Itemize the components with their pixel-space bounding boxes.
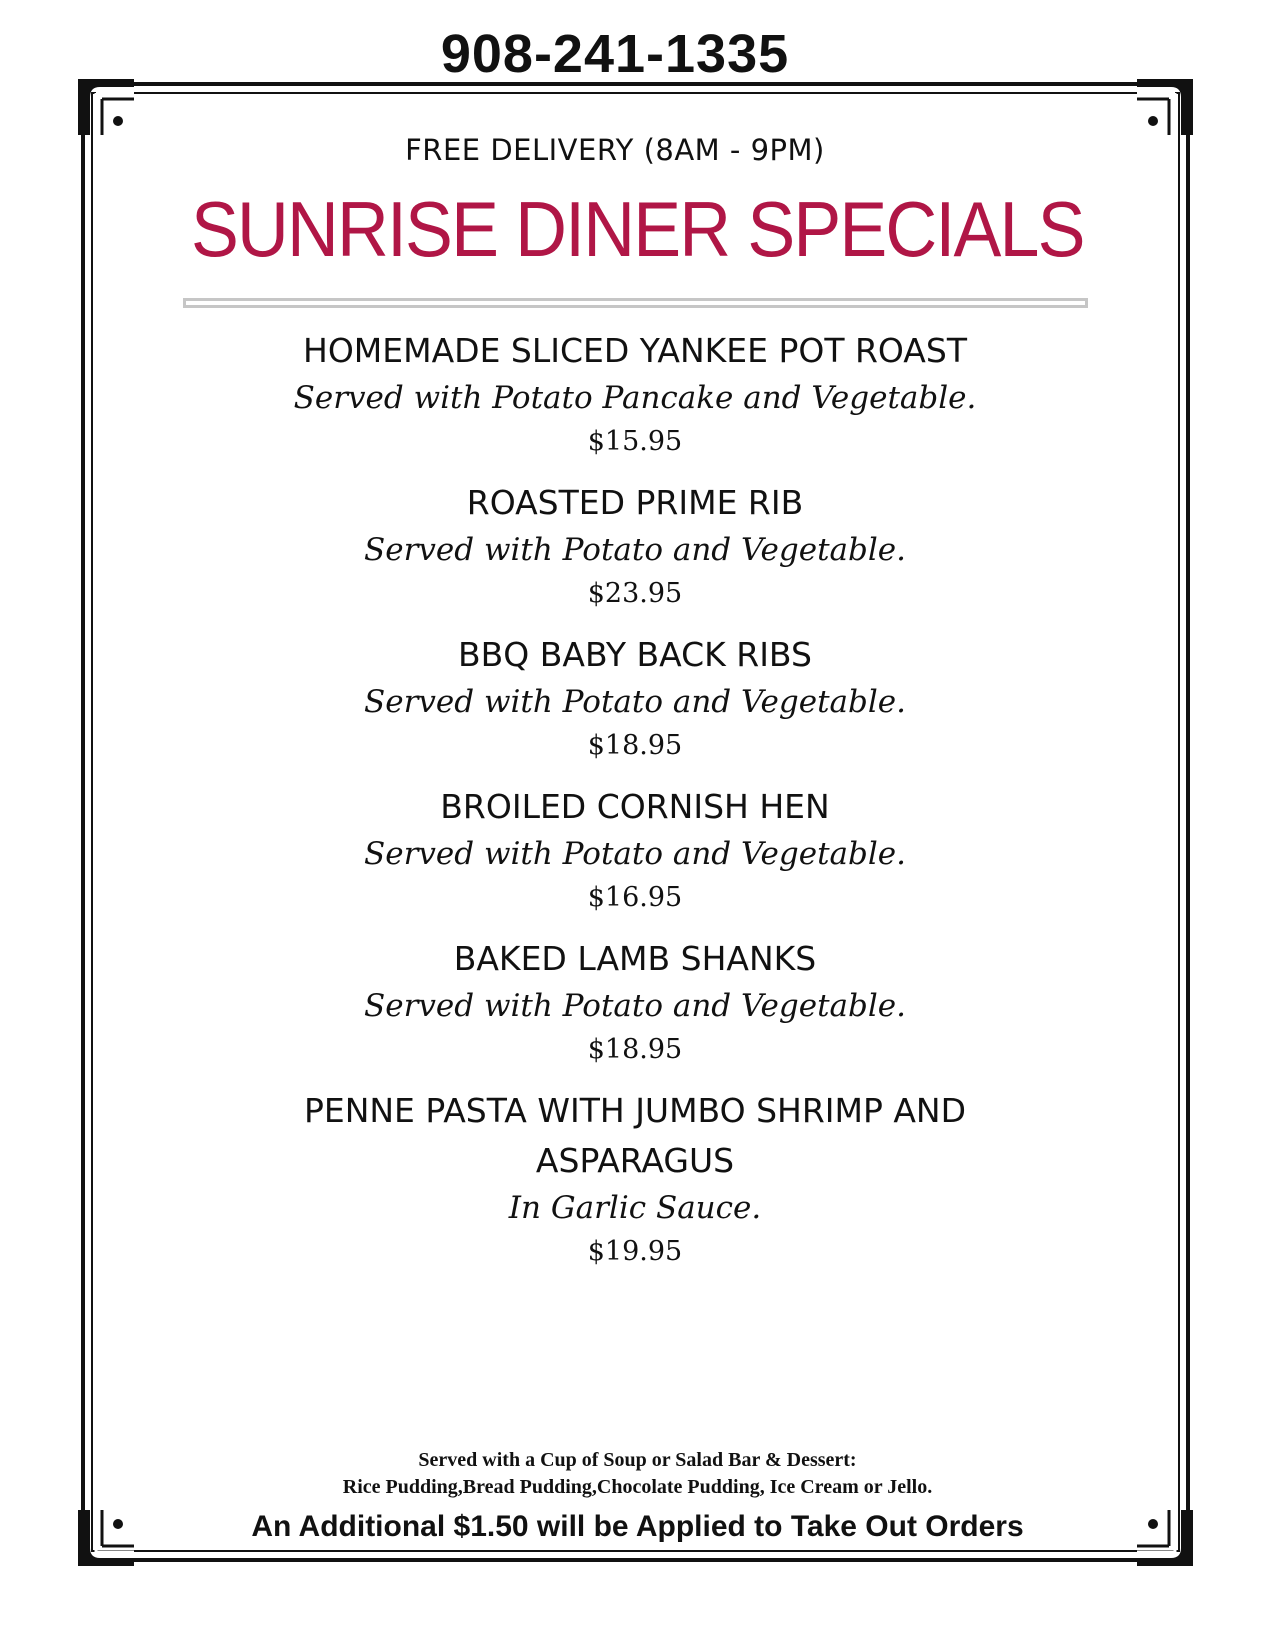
delivery-notice: FREE DELIVERY (8AM - 9PM) [405, 133, 825, 167]
menu-item [230, 326, 1040, 463]
dessert-options-line: Rice Pudding,Bread Pudding,Chocolate Pudding, Ice Cream or Jello. [342, 1476, 933, 1498]
menu-item-price: $18.95 [587, 730, 683, 761]
menu-item-name: HOMEMADE SLICED YANKEE POT ROAST [303, 331, 967, 370]
menu-item [230, 934, 1040, 1071]
menu-item [230, 1086, 1040, 1273]
menu-item-description: In Garlic Sauce. [508, 1190, 762, 1226]
menu-item-description: Served with Potato and Vegetable. [364, 988, 906, 1024]
ornamental-corner-icon [76, 77, 136, 137]
ornamental-corner-icon [1135, 77, 1195, 137]
menu-item [230, 782, 1040, 919]
menu-item-name: PENNE PASTA WITH JUMBO SHRIMP AND ASPARAGUS [303, 1091, 967, 1180]
takeout-surcharge-note: An Additional $1.50 will be Applied to Take Out Orders [251, 1510, 1024, 1543]
menu-item-name: ROASTED PRIME RIB [466, 483, 804, 522]
included-sides-note [0, 1447, 1275, 1501]
menu-item-price: $15.95 [587, 426, 683, 457]
menu-item-name: BAKED LAMB SHANKS [453, 939, 817, 978]
menu-item-price: $18.95 [587, 1034, 683, 1065]
menu-item-name: BROILED CORNISH HEN [440, 787, 830, 826]
included-sides-line: Served with a Cup of Soup or Salad Bar & Dessert: [418, 1449, 857, 1471]
title-divider [183, 298, 1088, 308]
menu-item-description: Served with Potato and Vegetable. [364, 836, 906, 872]
menu-item [230, 630, 1040, 767]
menu-item [230, 478, 1040, 615]
menu-item-price: $16.95 [587, 882, 683, 913]
menu-item-price: $23.95 [587, 578, 683, 609]
specials-list [230, 326, 1040, 1288]
menu-item-description: Served with Potato Pancake and Vegetable. [293, 380, 977, 416]
phone-number: 908-241-1335 [440, 24, 790, 84]
menu-item-price: $19.95 [587, 1236, 683, 1267]
page-title: SUNRISE DINER SPECIALS [190, 185, 1084, 273]
menu-item-description: Served with Potato and Vegetable. [364, 684, 906, 720]
menu-item-name: BBQ BABY BACK RIBS [458, 635, 812, 674]
menu-item-description: Served with Potato and Vegetable. [364, 532, 906, 568]
